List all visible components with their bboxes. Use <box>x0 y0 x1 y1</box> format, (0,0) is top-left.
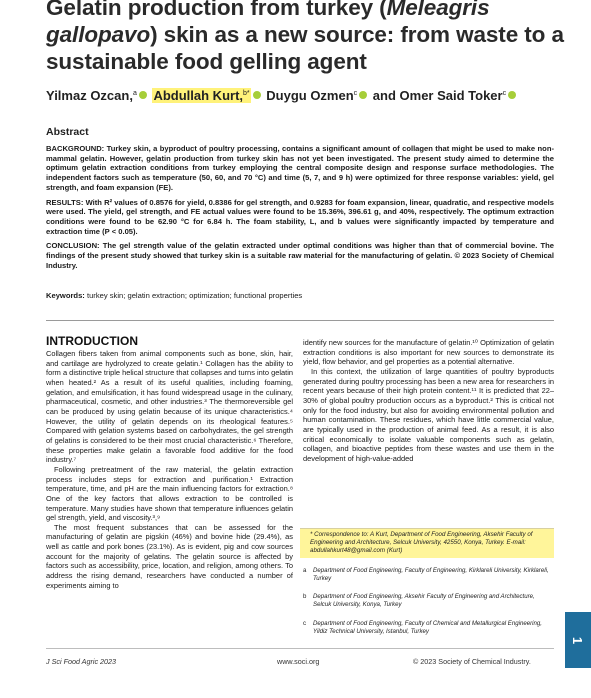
author-name[interactable]: Yilmaz Ozcan,$^a$ <box>46 88 137 103</box>
abstract-body <box>46 144 554 275</box>
orcid-icon[interactable] <box>253 91 261 99</box>
section-divider <box>46 320 554 321</box>
article-title: Gelatin production from turkey (Meleagris gallopavo) skin as a new source: from waste to a sustainable food gelling agent <box>46 0 564 74</box>
orcid-icon[interactable] <box>139 91 147 99</box>
author-name-highlighted[interactable]: Abdullah Kurt,$^{b*}$ <box>153 88 250 103</box>
footer-site-link[interactable]: www.soci.org <box>277 657 320 666</box>
paragraph: identify new sources for the manufacture of gelatin.¹⁰ Optimization of gelatin extraction conditions is also important for new sources to demonstrate its yield, flow behavior, and gel properties as a potential alternative. <box>303 338 554 367</box>
affiliation-b: b Department of Food Engineering, Aksehir Faculty of Engineering and Architecture, Selcuk University, Konya, Turkey <box>303 593 535 608</box>
intro-left-column <box>46 349 293 590</box>
abstract-background: BACKGROUND: Turkey skin, a byproduct of poultry processing, contains a significant amount of collagen that might be used to make non-mammal gelatin. However, gelatin production from turkey skin has not yet been investigated. The present study aimed to determine the optimum gelatin extraction conditions from turkey employing the central composite design and response surface methodologies. The independent factors such as temperature (50, 60, and 70 °C) and time (5, 7, and 9 h) were optimized for three response variables: yield, gel strength, and foam expansion (FE). <box>46 144 554 192</box>
abstract-conclusion: CONCLUSION: The gel strength value of the gelatin extracted under optimal conditions was higher than that of commercial bovine. The findings of the present study showed that turkey skin is a suitable raw material for the manufacturing of gelatin. © 2023 Society of Chemical Industry. <box>46 241 554 270</box>
page-number-tab: 1 <box>565 612 591 668</box>
author-name[interactable]: and Omer Said Toker$^c$ <box>372 88 507 103</box>
author-name[interactable]: Duygu Ozmen$^c$ <box>266 88 358 103</box>
keywords: Keywords: turkey skin; gelatin extraction; optimization; functional properties <box>46 291 303 300</box>
abstract-results: RESULTS: With R² values of 0.8576 for yield, 0.8386 for gel strength, and 0.9283 for foam expansion, linear, quadratic, and respective models were used. The yield, gel strength, and FE actual values were found to be 15.36%, 396.61 g, and 40%, respectively. The optimum extraction conditions were found to be 62.90 °C for 6.84 h. The foam stability, L, and b values were significantly impacted by temperature and extraction time (P < 0.05). <box>46 197 554 236</box>
footer-journal: J Sci Food Agric 2023 <box>46 657 117 666</box>
abstract-heading: Abstract <box>46 126 89 138</box>
paragraph: The most frequent substances that can be assessed for the manufacturing of gelatin are pigskin (46%) and bovine hide (29.4%), as well as cattle and pork bones (23.1%). As is evident, pig and cow sources account for the majority of gelatins. The gelatin source is affected by factors such as accessibility, price, location, and religion, among others. To address the rising demand, researchers have conducted a number of experiments aiming to <box>46 522 293 590</box>
intro-right-column <box>303 338 554 464</box>
correspondence-text[interactable]: * Correspondence to: A Kurt, Department of Food Engineering, Aksehir Faculty of Engineering and Architecture, Selcuk University, 42550, Konya, Turkey. E-mail: abdullahkurt48@gmail.com (Kurt) <box>310 531 533 554</box>
orcid-icon[interactable] <box>359 91 367 99</box>
author-list <box>46 88 566 103</box>
affiliation-c: c Department of Food Engineering, Faculty of Chemical and Metallurgical Engineering, Yildiz Technical University, Istanbul, Turkey <box>303 620 542 635</box>
footer-divider <box>46 648 554 649</box>
footer-copyright: © 2023 Society of Chemical Industry. <box>413 657 531 666</box>
paragraph: In this context, the utilization of large quantities of poultry byproducts generated during poultry processing has been a new area for researchers in recent years because of their high protein content.¹¹ It is predicted that 22–30% of global poultry production occurs as a byproduct.² This is critical not only for the food industry, but also for avoiding environmental pollution and human contamination. These residues, which have little commercial value, are typically used in the production of animal feed. As a result, it is also critical economically to isolate valuable components such as gelatin, collagen, and bioactive peptides from these wastes and use them in the development of high-value-added <box>303 366 554 463</box>
correspondence-note <box>300 528 554 558</box>
affiliation-a: a Department of Food Engineering, Faculty of Engineering, Kirklareli University, Kirklareli, Turkey <box>303 567 549 582</box>
introduction-heading: INTRODUCTION <box>46 334 138 348</box>
paragraph: Collagen fibers taken from animal components such as bone, skin, hair, and cartilage are hydrolyzed to create gelatin.¹ Collagen has the ability to form a distinctive triple helical structure that collapses and turns into gelatin when heated.² As a result of its useful qualities, including foaming, gelation, and emulsification, it has found widespread usage in the culinary, pharmaceutical, cosmetic, and other industries.³ The thermoreversible gel can be produced by using gelatin because of its unique characteristics.⁴ However, the utility of gelatin depends on its rheological features.⁵ Compared with gelation systems based on carbohydrates, the gel strength of gelatins is considered to be their most crucial characteristic.⁶ Therefore, these properties make gelatin a favorable food additive for the food industry.⁷ <box>46 349 293 465</box>
orcid-icon[interactable] <box>508 91 516 99</box>
paragraph: Following pretreatment of the raw material, the gelatin extraction process includes steps for extraction and purification.¹ Extraction temperature, time, and pH are the main influencing factors for extraction.⁸ One of the key factors that allows extraction to be controlled is temperature. Many studies have shown that temperature influences gelatin gel strength, yield, and viscosity.³,⁹ <box>46 464 293 523</box>
